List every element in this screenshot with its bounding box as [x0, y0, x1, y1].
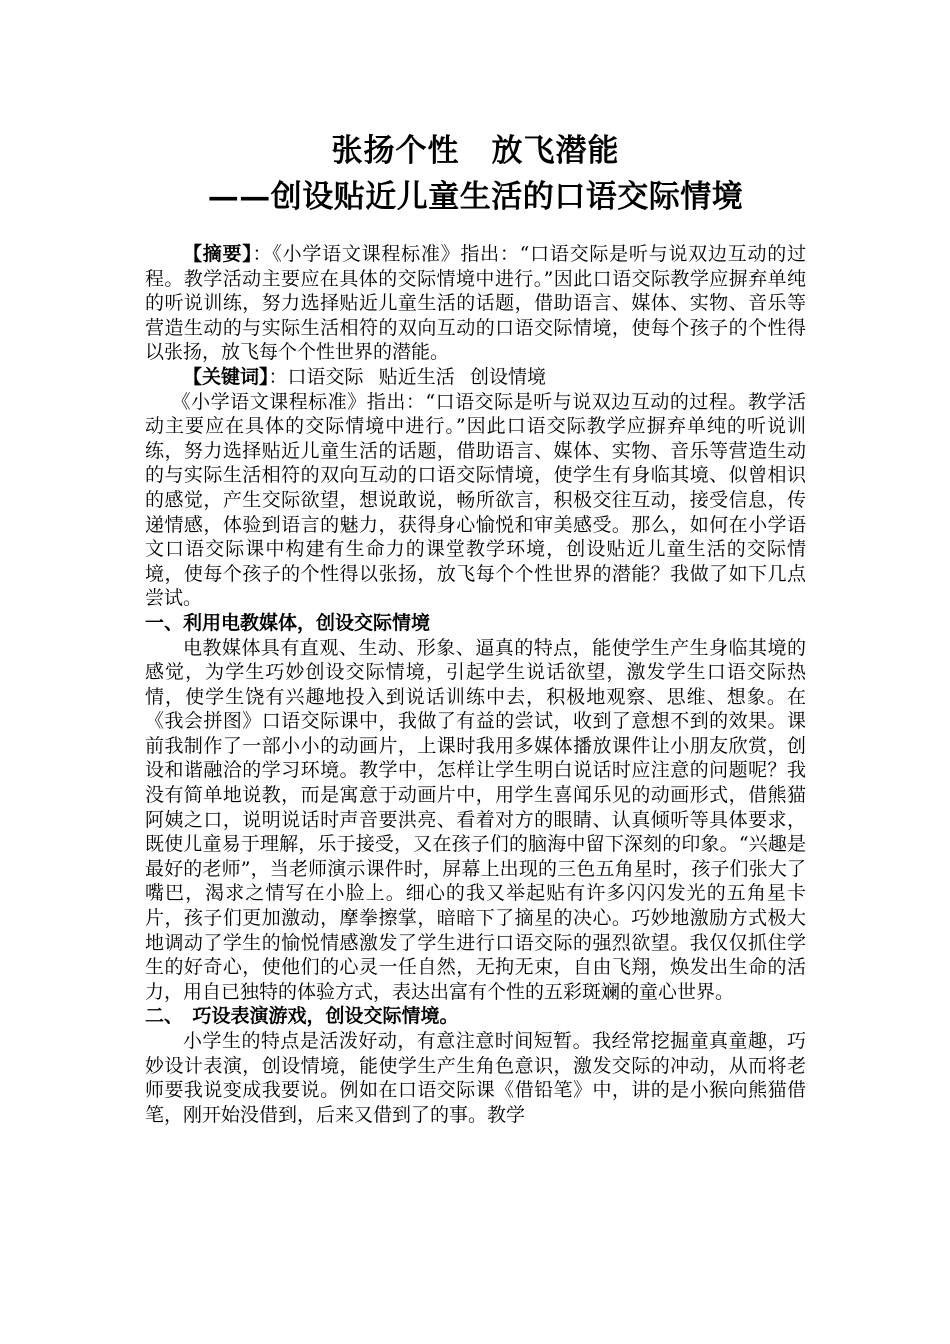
- abstract-text: ：《小学语文课程标准》指出：“口语交际是听与说双边互动的过程。教学活动主要应在具体的交际情境中进行。”因此口语交际教学应摒弃单纯的听说训练，努力选择贴近儿童生活的话题，借助语言、媒体、实物、音乐等营造生动的与实际生活相符的双向互动的口语交际情境，使每个孩子的个性得以张扬，放飞每个个性世界的潜能。: [145, 243, 806, 364]
- abstract-label: 【摘要】: [183, 243, 253, 265]
- keywords-label: 【关键词】: [183, 365, 269, 388]
- abstract-paragraph: [145, 242, 806, 365]
- section-paragraph-1: 电教媒体具有直观、生动、形象、逼真的特点，能使学生产生身临其境的感觉，为学生巧妙创设交际情境，引起学生说话欲望，激发学生口语交际热情，使学生饶有兴趣地投入到说话训练中去，积极地观察、思维、想象。在《我会拼图》口语交际课中，我做了有益的尝试，收到了意想不到的效果。课前我制作了一部小小的动画片，上课时我用多媒体播放课件让小朋友欣赏，创设和谐融洽的学习环境。教学中，怎样让学生明白说话时应注意的问题呢？我没有简单地说教，而是寓意于动画片中，用学生喜闻乐见的动画形式，借熊猫阿姨之口，说明说话时声音要洪亮、看着对方的眼睛、认真倾听等具体要求，既使儿童易于理解，乐于接受，又在孩子们的脑海中留下深刻的印象。“兴趣是最好的老师”，当老师演示课件时，屏幕上出现的三色五角星时，孩子们张大了嘴巴，渴求之情写在小脸上。细心的我又举起贴有许多闪闪发光的五角星卡片，孩子们更加激动，摩拳擦掌，暗暗下了摘星的决心。巧妙地激励方式极大地调动了学生的愉悦情感激发了学生进行口语交际的强烈欲望。我仅仅抓住学生的好奇心，使他们的心灵一任自然，无拘无束，自由飞翔，焕发出生命的活力，用自已独特的体验方式，表达出富有个性的五彩斑斓的童心世界。: [145, 636, 806, 1003]
- title-block: [145, 128, 806, 220]
- keyword-item: 口语交际: [287, 365, 364, 388]
- section-heading-2: 二、 巧设表演游戏，创设交际情境。: [145, 1005, 459, 1028]
- keyword-item: 贴近生活: [378, 365, 455, 388]
- document-title: 张扬个性 放飞潜能: [331, 133, 620, 169]
- keyword-item: 创设情境: [469, 365, 546, 388]
- section-paragraph-2: 小学生的特点是活泼好动，有意注意时间短暂。我经常挖掘童真童趣，巧妙设计表演，创设情境，能使学生产生角色意识，激发交际的冲动，从而将老师要我说变成我要说。例如在口语交际课《借铅笔》中，讲的是小猴向熊猫借笔，刚开始没借到，后来又借到了的事。教学: [145, 1030, 806, 1126]
- section-heading-1: 一、利用电教媒体，创设交际情境: [145, 611, 431, 634]
- keywords-separator: ：: [268, 365, 288, 388]
- keywords-paragraph: [145, 365, 806, 390]
- intro-paragraph: 《小学语文课程标准》指出：“口语交际是听与说双边互动的过程。教学活动主要应在具体的交际情境中进行。”因此口语交际教学应摒弃单纯的听说训练，努力选择贴近儿童生活的话题，借助语言、媒体、实物、音乐等营造生动的与实际生活相符的双向互动的口语交际情境，使学生有身临其境、似曾相识的感觉，产生交际欲望，想说敢说，畅所欲言，积极交往互动，接受信息，传递情感，体验到语言的魅力，获得身心愉悦和审美感受。那么，如何在小学语文口语交际课中构建有生命力的课堂教学环境，创设贴近儿童生活的交际情境，使每个孩子的个性得以张扬，放飞每个个性世界的潜能？我做了如下几点尝试。: [145, 390, 806, 610]
- document-body: [145, 242, 806, 1127]
- document-subtitle: ——创设贴近儿童生活的口语交际情境: [207, 179, 744, 215]
